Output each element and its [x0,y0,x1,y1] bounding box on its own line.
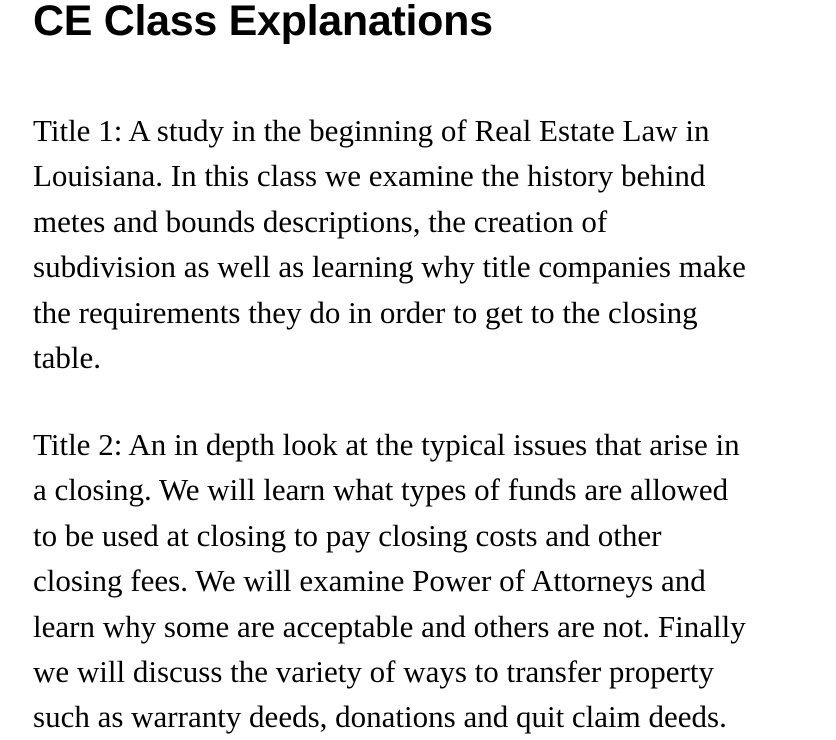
paragraph-line: we will discuss the variety of ways to transfer property [33,654,714,690]
paragraph-line: learn why some are acceptable and others are not. Finally [33,608,746,644]
page-title: CE Class Explanations [33,0,493,45]
paragraph-line: Title 2: An in depth look at the typical issues that arise in [33,427,740,462]
paragraph-line: the requirements they do in order to get to the closing [33,294,698,330]
paragraph-line: a closing. We will learn what types of funds are allowed [33,472,729,508]
paragraph-line: Louisiana. In this class we examine the history behind [33,158,706,194]
paragraph-title-1 [33,108,833,380]
paragraph-line: closing fees. We will examine Power of Attorneys and [33,563,706,599]
paragraph-line: Title 1: A study in the beginning of Real Estate Law in [33,113,710,148]
paragraph-line: such as warranty deeds, donations and quit claim deeds. [33,699,727,735]
paragraph-title-2 [33,422,833,740]
paragraph-line: table. [33,340,101,376]
paragraph-line: metes and bounds descriptions, the creation of [33,203,608,239]
paragraph-line: to be used at closing to pay closing costs and other [33,517,662,553]
paragraph-line: subdivision as well as learning why title companies make [33,249,746,285]
